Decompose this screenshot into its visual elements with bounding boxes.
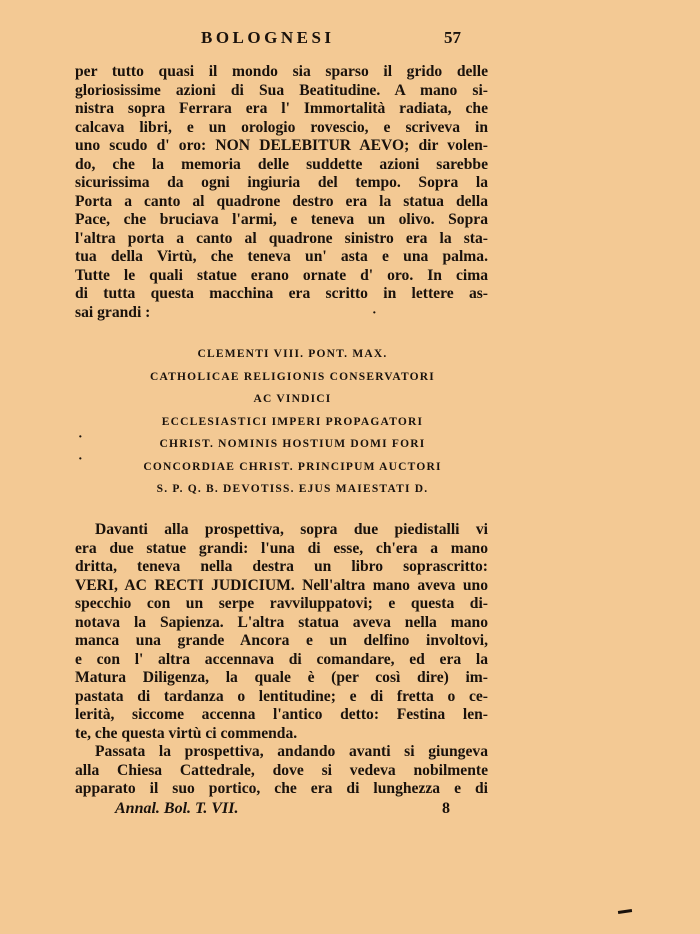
text-line: dritta, teneva nella destra un libro soprascritto: (75, 558, 488, 575)
text-line: Matura Diligenza, la quale è (per così dire) im- (75, 669, 488, 686)
inscription-line: AC VINDICI (253, 393, 332, 405)
inscription-line: CONCORDIAE CHRIST. PRINCIPUM AUCTORI (143, 460, 442, 473)
inscription-block (75, 343, 510, 501)
text-line: tua della Virtù, che teneva un' asta e una palma. (75, 248, 488, 265)
paragraph-2 (75, 521, 488, 799)
text-line: Porta a canto al quadrone destro era la statua della (75, 192, 488, 210)
text-line: nistra sopra Ferrara era l' Immortalità radiata, che (75, 100, 488, 117)
text-line: pastata di tardanza o lentitudine; e di fretta o ce- (75, 687, 488, 705)
inscription-line: CLEMENTI VIII. PONT. MAX. (197, 348, 388, 360)
text-line: lerità, siccome accenna l'antico detto: Festina len- (75, 706, 488, 723)
inscription-line: S. P. Q. B. DEVOTISS. EJUS MAIESTATI D. (156, 483, 429, 495)
print-speck: · (78, 452, 83, 467)
text-line: notava la Sapienza. L'altra statua aveva nella mano (75, 613, 488, 631)
paragraph-1 (75, 63, 488, 322)
text-line: era due statue grandi: l'una di esse, ch'era a mano (75, 539, 488, 557)
text-line: gloriosissime azioni di Sua Beatitudine. A mano si- (75, 81, 488, 99)
text-line: Davanti alla prospettiva, sopra due piedistalli vi (95, 521, 488, 538)
text-line: e con l' altra accennava di comandare, ed era la (75, 650, 488, 668)
text-line: Pace, che bruciava l'armi, e teneva un olivo. Sopra (75, 211, 488, 228)
sheet-number: 8 (442, 800, 450, 817)
inscription-line: ECCLESIASTICI IMPERI PROPAGATORI (161, 415, 424, 428)
text-line: per tutto quasi il mondo sia sparso il grido delle (75, 63, 488, 80)
text-line: te, che questa virtù ci commenda. (75, 724, 298, 742)
page-header (0, 28, 700, 52)
ink-smudge (618, 909, 632, 914)
signature-mark: Annal. Bol. T. VII. (115, 800, 239, 817)
text-line: apparato il suo portico, che era di lunghezza e di (75, 780, 488, 797)
text-line: VERI, AC RECTI JUDICIUM. Nell'altra mano aveva uno (75, 576, 488, 594)
text-line: di tutta questa macchina era scritto in lettere as- (75, 285, 488, 302)
inscription-line: CATHOLICAE RELIGIONIS CONSERVATORI (150, 370, 435, 383)
text-line: sai grandi : (75, 303, 151, 321)
text-line: calcava libri, e un orologio rovescio, e scriveva in (75, 118, 488, 136)
text-line: do, che la memoria delle suddette azioni sarebbe (75, 155, 488, 173)
print-speck: · (372, 306, 377, 321)
text-line: uno scudo d' oro: NON DELEBITUR AEVO; dir volen- (75, 137, 488, 154)
text-line: sicurissima da ogni ingiuria del tempo. Sopra la (75, 174, 488, 191)
text-line: Tutte le quali statue erano ornate d' oro. In cima (75, 266, 488, 284)
running-head: BOLOGNESI (201, 28, 335, 47)
text-line: Passata la prospettiva, andando avanti si giungeva (95, 743, 488, 760)
text-line: l'altra porta a canto al quadrone sinistro era la sta- (75, 229, 488, 247)
text-line: manca una grande Ancora e un delfino involtovi, (75, 632, 488, 649)
page-footer (0, 800, 700, 822)
text-line: specchio con un serpe ravviluppatovi; e questa di- (75, 595, 488, 612)
text-line: alla Chiesa Cattedrale, dove si vedeva nobilmente (75, 761, 488, 779)
page-number: 57 (444, 28, 461, 47)
inscription-line: CHRIST. NOMINIS HOSTIUM DOMI FORI (159, 438, 426, 450)
print-speck: · (78, 430, 83, 445)
